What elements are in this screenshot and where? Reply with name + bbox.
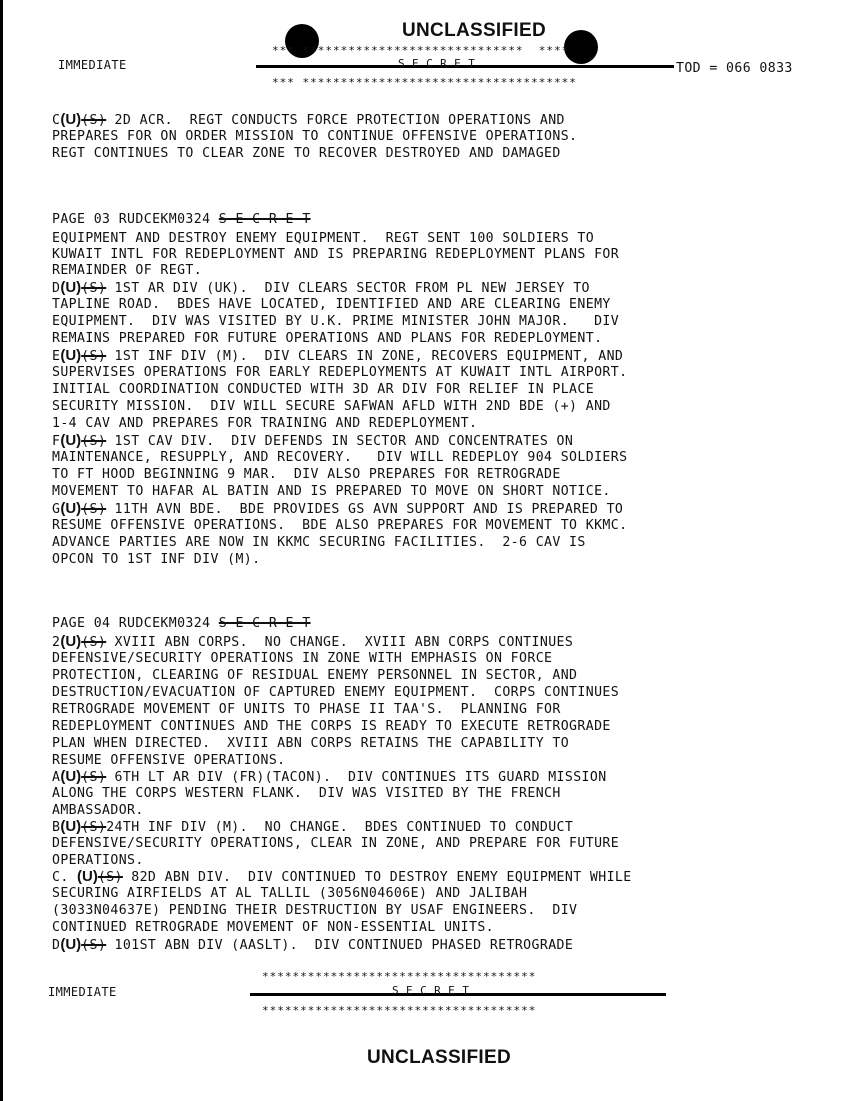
header-stars-row-1: *** ***************************** **** — [272, 44, 570, 57]
para-c-line-2: PREPARES FOR ON ORDER MISSION TO CONTINUE OFFENSIVE OPERATIONS. — [52, 129, 578, 144]
para-c2-first: C. (U)(S) 82D ABN DIV. DIV CONTINUED TO DESTROY ENEMY EQUIPMENT WHILE — [52, 868, 632, 885]
time-of-delivery: TOD = 066 0833 — [676, 61, 793, 76]
header-secret-marker: S E C R E T — [398, 57, 476, 70]
para-e-line: INITIAL COORDINATION CONDUCTED WITH 3D AR DIV FOR RELIEF IN PLACE — [52, 382, 595, 397]
scan-edge-bar — [0, 0, 3, 1101]
header-stars-row-2: *** ************************************ — [272, 76, 577, 89]
para-d-line: TAPLINE ROAD. BDES HAVE LOCATED, IDENTIFIED AND ARE CLEARING ENEMY — [52, 297, 611, 312]
para-d-line: REMAINS PREPARED FOR FUTURE OPERATIONS AND PLANS FOR REDEPLOYMENT. — [52, 331, 603, 346]
classification-banner-top: UNCLASSIFIED — [402, 20, 546, 41]
para-a-line: ALONG THE CORPS WESTERN FLANK. DIV WAS VISITED BY THE FRENCH — [52, 786, 561, 801]
page3-line-2: KUWAIT INTL FOR REDEPLOYMENT AND IS PREPARING REDEPLOYMENT PLANS FOR — [52, 247, 620, 262]
para-2-line: PROTECTION, CLEARING OF RESIDUAL ENEMY PERSONNEL IN SECTOR, AND — [52, 668, 578, 683]
precedence-header: IMMEDIATE — [58, 58, 127, 72]
page-03-header: PAGE 03 RUDCEKM0324 S E C R E T — [52, 212, 311, 227]
footer-stars-row-2: ************************************ — [262, 1004, 537, 1017]
para-c-line-1: C(U)(S) 2D ACR. REGT CONDUCTS FORCE PROTECTION OPERATIONS AND — [52, 111, 565, 128]
para-2-line: REDEPLOYMENT CONTINUES AND THE CORPS IS READY TO EXECUTE RETROGRADE — [52, 719, 611, 734]
para-g-line: OPCON TO 1ST INF DIV (M). — [52, 552, 261, 567]
para-d-first: D(U)(S) 1ST AR DIV (UK). DIV CLEARS SECTOR FROM PL NEW JERSEY TO — [52, 279, 590, 296]
para-2-line: RESUME OFFENSIVE OPERATIONS. — [52, 753, 286, 768]
para-b-line: DEFENSIVE/SECURITY OPERATIONS, CLEAR IN ZONE, AND PREPARE FOR FUTURE — [52, 836, 620, 851]
para-c2-line: SECURING AIRFIELDS AT AL TALLIL (3056N04606E) AND JALIBAH — [52, 886, 528, 901]
para-c2-line: CONTINUED RETROGRADE MOVEMENT OF NON-ESSENTIAL UNITS. — [52, 920, 494, 935]
page3-line-1: EQUIPMENT AND DESTROY ENEMY EQUIPMENT. REGT SENT 100 SOLDIERS TO — [52, 231, 595, 246]
para-g-line: RESUME OFFENSIVE OPERATIONS. BDE ALSO PREPARES FOR MOVEMENT TO KKMC. — [52, 518, 628, 533]
para-c2-line: (3033N04637E) PENDING THEIR DESTRUCTION BY USAF ENGINEERS. DIV — [52, 903, 578, 918]
para-d2-first: D(U)(S) 101ST ABN DIV (AASLT). DIV CONTINUED PHASED RETROGRADE — [52, 936, 574, 953]
footer-secret-marker: S E C R E T — [392, 984, 470, 997]
classification-banner-bottom: UNCLASSIFIED — [367, 1047, 511, 1068]
para-a-first: A(U)(S) 6TH LT AR DIV (FR)(TACON). DIV CONTINUES ITS GUARD MISSION — [52, 768, 607, 785]
para-g-first: G(U)(S) 11TH AVN BDE. BDE PROVIDES GS AVN SUPPORT AND IS PREPARED TO — [52, 500, 624, 517]
para-a-line: AMBASSADOR. — [52, 803, 144, 818]
para-e-line: 1-4 CAV AND PREPARES FOR TRAINING AND REDEPLOYMENT. — [52, 416, 478, 431]
para-2-line: DESTRUCTION/EVACUATION OF CAPTURED ENEMY EQUIPMENT. CORPS CONTINUES — [52, 685, 620, 700]
para-f-first: F(U)(S) 1ST CAV DIV. DIV DEFENDS IN SECTOR AND CONCENTRATES ON — [52, 432, 574, 449]
para-2-line: DEFENSIVE/SECURITY OPERATIONS IN ZONE WITH EMPHASIS ON FORCE — [52, 651, 553, 666]
page3-line-3: REMAINDER OF REGT. — [52, 263, 203, 278]
para-b-first: B(U)(S)24TH INF DIV (M). NO CHANGE. BDES CONTINUED TO CONDUCT — [52, 818, 574, 835]
para-e-first: E(U)(S) 1ST INF DIV (M). DIV CLEARS IN ZONE, RECOVERS EQUIPMENT, AND — [52, 347, 624, 364]
para-g-line: ADVANCE PARTIES ARE NOW IN KKMC SECURING FACILITIES. 2-6 CAV IS — [52, 535, 586, 550]
para-2-line: PLAN WHEN DIRECTED. XVIII ABN CORPS RETAINS THE CAPABILITY TO — [52, 736, 570, 751]
para-e-line: SUPERVISES OPERATIONS FOR EARLY REDEPLOYMENTS AT KUWAIT INTL AIRPORT. — [52, 365, 628, 380]
para-f-line: MOVEMENT TO HAFAR AL BATIN AND IS PREPARED TO MOVE ON SHORT NOTICE. — [52, 484, 611, 499]
para-c-line-3: REGT CONTINUES TO CLEAR ZONE TO RECOVER DESTROYED AND DAMAGED — [52, 146, 561, 161]
precedence-footer: IMMEDIATE — [48, 985, 117, 999]
para-b-line: OPERATIONS. — [52, 853, 144, 868]
para-2-line: RETROGRADE MOVEMENT OF UNITS TO PHASE II TAA'S. PLANNING FOR — [52, 702, 561, 717]
para-f-line: TO FT HOOD BEGINNING 9 MAR. DIV ALSO PREPARES FOR RETROGRADE — [52, 467, 561, 482]
para-d-line: EQUIPMENT. DIV WAS VISITED BY U.K. PRIME MINISTER JOHN MAJOR. DIV — [52, 314, 620, 329]
footer-stars-row-1: ************************************ — [262, 970, 537, 983]
page-04-header: PAGE 04 RUDCEKM0324 S E C R E T — [52, 616, 311, 631]
para-2-first: 2(U)(S) XVIII ABN CORPS. NO CHANGE. XVIII ABN CORPS CONTINUES — [52, 633, 574, 650]
para-f-line: MAINTENANCE, RESUPPLY, AND RECOVERY. DIV WILL REDEPLOY 904 SOLDIERS — [52, 450, 628, 465]
para-e-line: SECURITY MISSION. DIV WILL SECURE SAFWAN AFLD WITH 2ND BDE (+) AND — [52, 399, 611, 414]
